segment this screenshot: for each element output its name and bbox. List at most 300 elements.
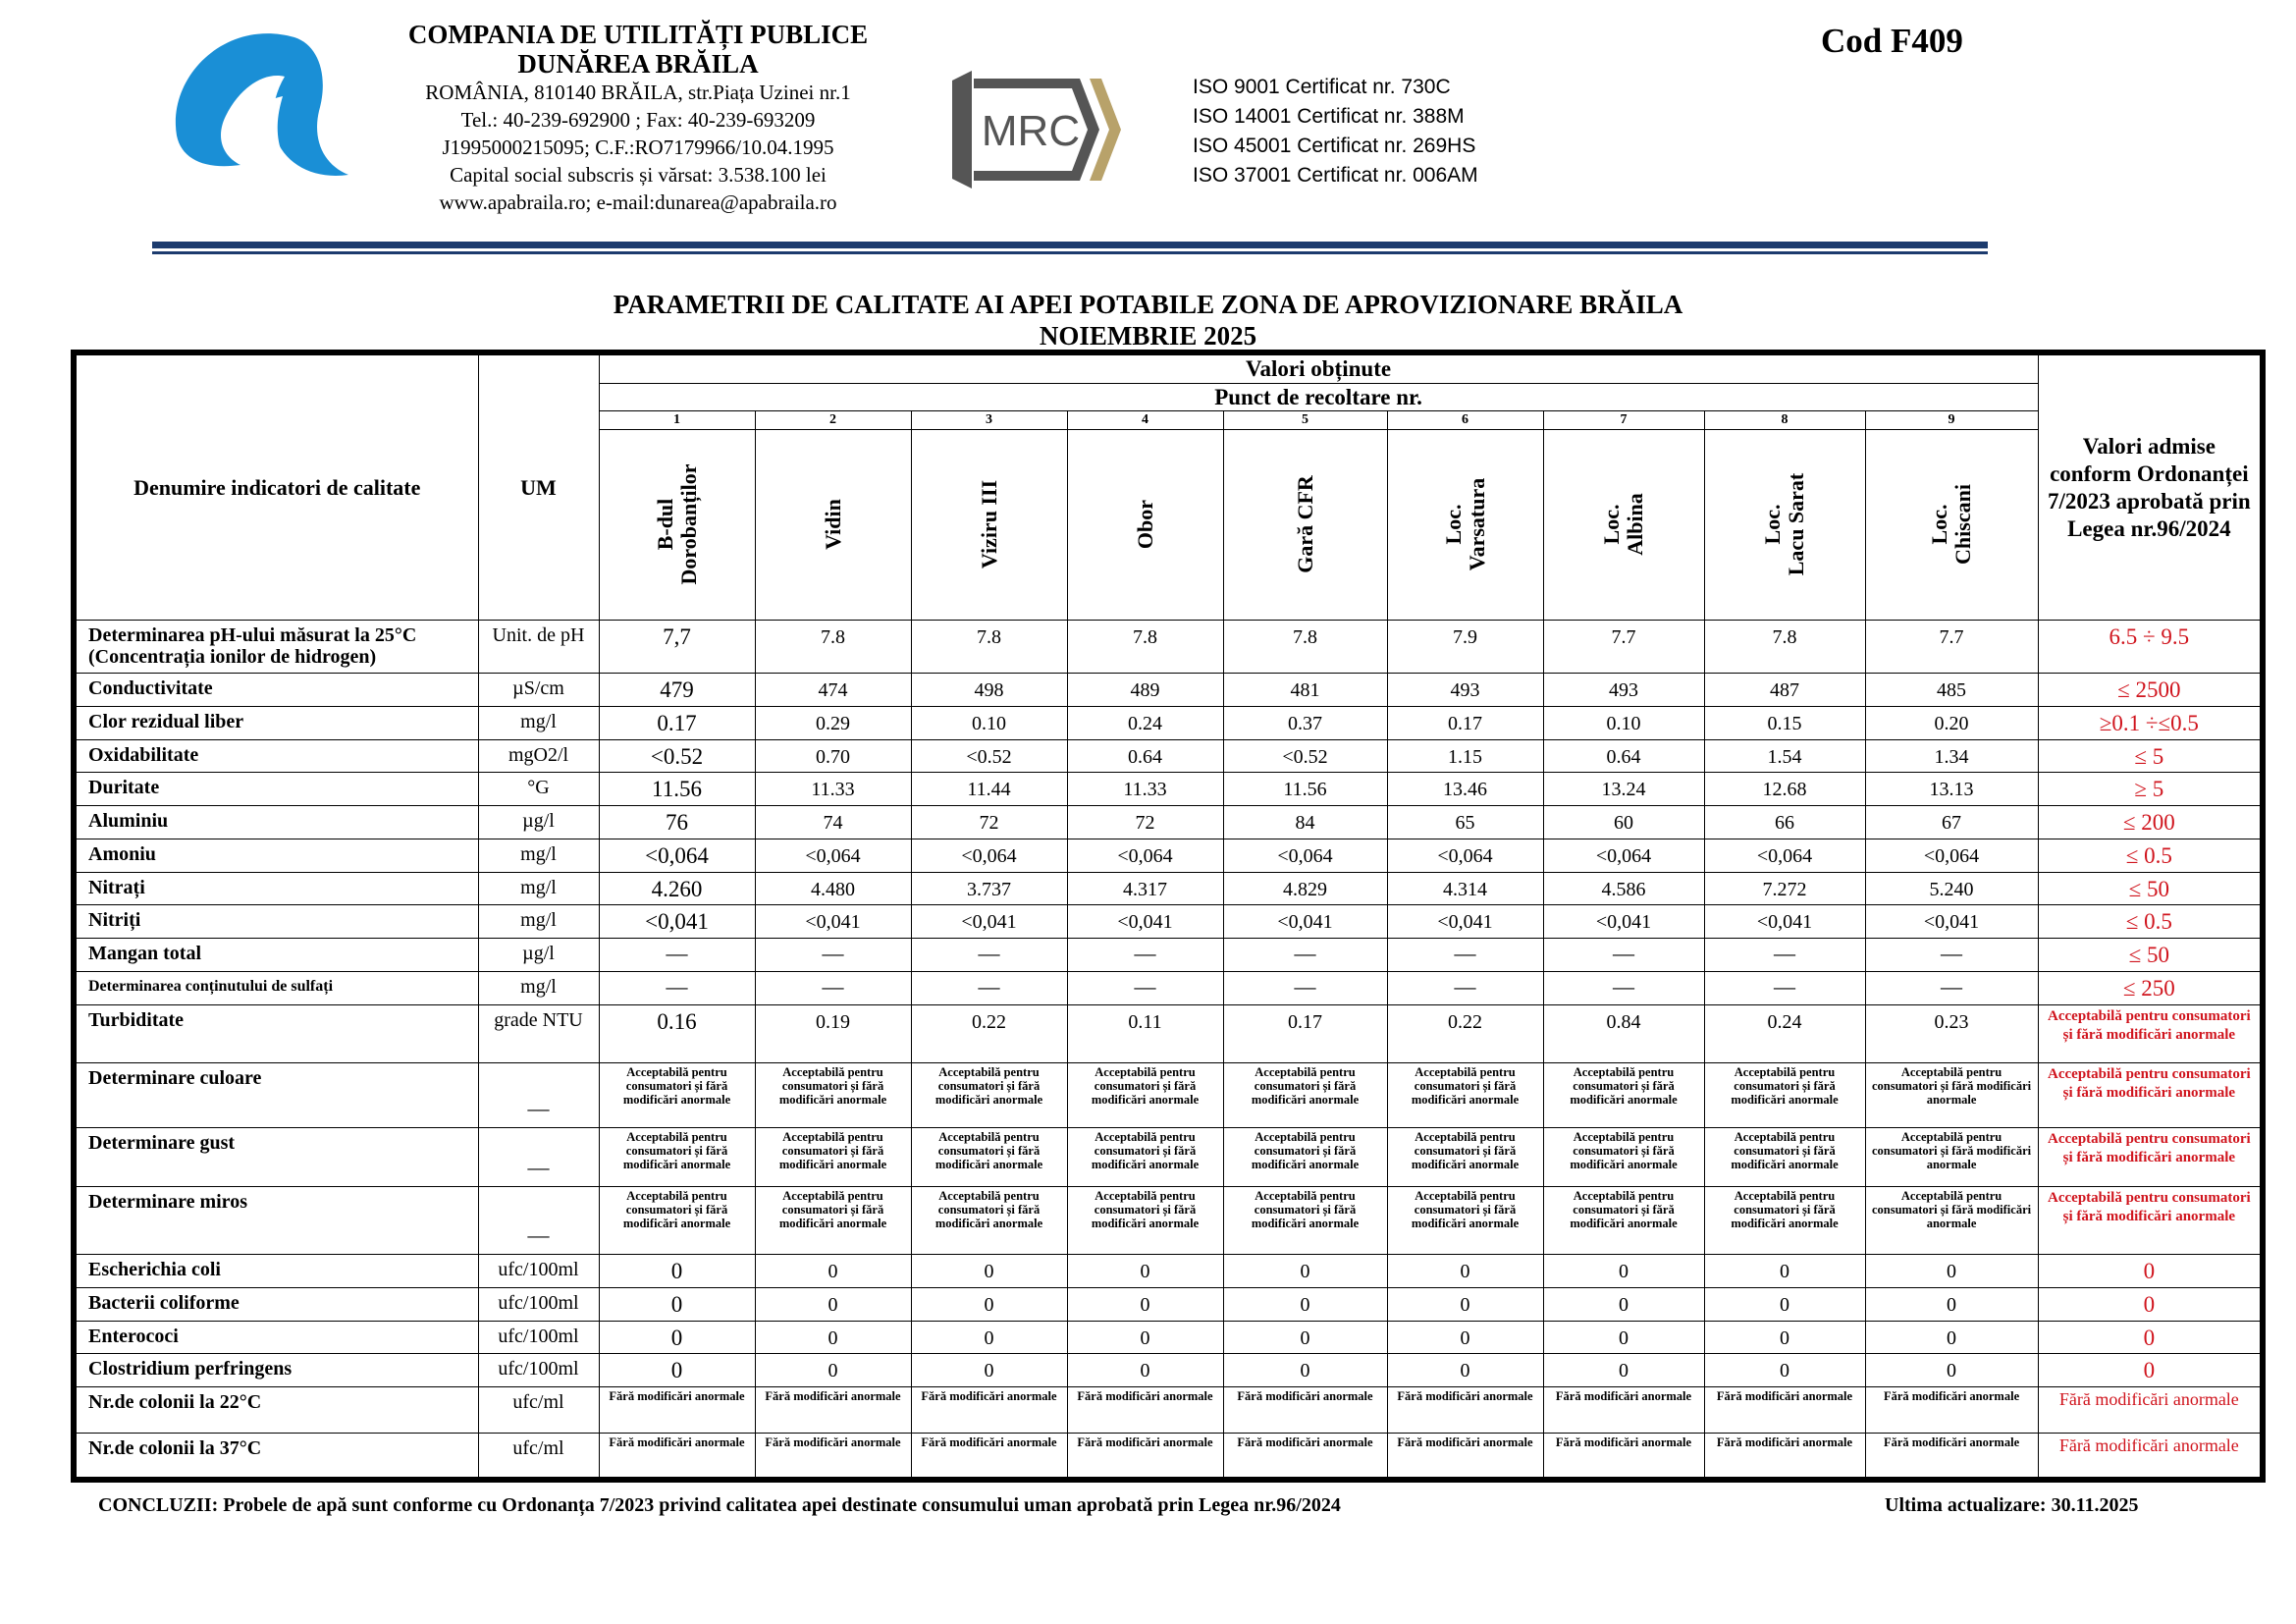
value-cell: Acceptabilă pentru consumatori și fără modificări anormale [1543,1128,1704,1186]
value-cell: 481 [1223,674,1387,707]
point-number-8: 8 [1704,411,1865,429]
param-um: µS/cm [478,674,599,707]
value-cell: 0 [1223,1255,1387,1288]
value-cell: 0.19 [755,1004,911,1062]
company-logo [147,18,353,183]
value-cell: Fără modificări anormale [1543,1434,1704,1480]
header-um: UM [478,352,599,621]
value-cell: 11.56 [599,773,755,806]
param-um: Unit. de pH [478,621,599,674]
value-cell: Fără modificări anormale [1223,1387,1387,1434]
value-cell: 0.64 [1543,739,1704,773]
param-um: mg/l [478,872,599,905]
value-cell: — [1865,939,2038,972]
value-cell: Acceptabilă pentru consumatori și fără modificări anormale [1865,1062,2038,1127]
param-um: ufc/ml [478,1387,599,1434]
value-cell: <0.52 [1223,739,1387,773]
table-row [74,1255,2263,1288]
param-um: mg/l [478,706,599,739]
company-info [363,20,913,216]
header-valori-admise: Valori admise conform Ordonanței 7/2023 aprobată prin Legea nr.96/2024 [2038,352,2263,621]
iso-certifications [1193,73,1478,190]
value-cell: 72 [911,806,1067,839]
point-number-5: 5 [1223,411,1387,429]
param-name: Mangan total [74,939,478,972]
document-title [0,289,2296,352]
value-cell: — [1704,971,1865,1004]
param-name: Amoniu [74,839,478,872]
limit-cell: 0 [2038,1255,2263,1288]
point-name-line2: Lacu Sarat [1784,473,1808,576]
value-cell: 493 [1543,674,1704,707]
mrc-logo-text: MRC [981,107,1081,155]
value-cell: 479 [599,674,755,707]
header-rule-thin [152,251,1988,254]
table-row [74,905,2263,939]
point-number-9: 9 [1865,411,2038,429]
value-cell: 7.7 [1543,621,1704,674]
value-cell: 0.23 [1865,1004,2038,1062]
param-name: Determinarea pH-ului măsurat la 25°C (Concentrația ionilor de hidrogen) [74,621,478,674]
value-cell: 0 [911,1287,1067,1321]
point-name-8 [1704,429,1865,620]
value-cell: 0.22 [1387,1004,1543,1062]
value-cell: — [1067,971,1223,1004]
value-cell: Fără modificări anormale [755,1434,911,1480]
point-name-1 [599,429,755,620]
point-name-line2: Dorobanților [675,463,701,585]
value-cell: Acceptabilă pentru consumatori și fără modificări anormale [755,1062,911,1127]
value-cell: 0.22 [911,1004,1067,1062]
param-name: Nr.de colonii la 22°C [74,1387,478,1434]
limit-cell: 0 [2038,1287,2263,1321]
value-cell: 74 [755,806,911,839]
value-cell: Acceptabilă pentru consumatori și fără modificări anormale [1067,1128,1223,1186]
point-name-line1: Vidin [820,499,845,551]
limit-cell: Fără modificări anormale [2038,1434,2263,1480]
value-cell: — [755,939,911,972]
limit-cell: ≤ 0.5 [2038,839,2263,872]
iso-45001: ISO 45001 Certificat nr. 269HS [1193,135,1476,157]
param-um: ufc/ml [478,1434,599,1480]
value-cell: 0 [1387,1354,1543,1387]
value-cell: — [599,971,755,1004]
value-cell: 7.8 [1704,621,1865,674]
value-cell: 0.10 [1543,706,1704,739]
point-name-line1: Loc. [1927,504,1952,545]
value-cell: <0,041 [1067,905,1223,939]
value-cell: Fără modificări anormale [599,1434,755,1480]
value-cell: 67 [1865,806,2038,839]
value-cell: <0,064 [1543,839,1704,872]
limit-cell: ≤ 2500 [2038,674,2263,707]
param-name: Escherichia coli [74,1255,478,1288]
value-cell: 0 [755,1321,911,1354]
value-cell: Acceptabilă pentru consumatori și fără modificări anormale [1387,1062,1543,1127]
value-cell: 0.17 [599,706,755,739]
value-cell: Fără modificări anormale [911,1387,1067,1434]
value-cell: Acceptabilă pentru consumatori și fără modificări anormale [1865,1186,2038,1255]
value-cell: <0,064 [599,839,755,872]
value-cell: 11.44 [911,773,1067,806]
value-cell: 0.29 [755,706,911,739]
value-cell: 11.56 [1223,773,1387,806]
table-row [74,1354,2263,1387]
limit-cell: ≤ 250 [2038,971,2263,1004]
point-name-line1: Loc. [1760,504,1785,545]
param-name: Nitriți [74,905,478,939]
conclusion: CONCLUZII: Probele de apă sunt conforme cu Ordonanța 7/2023 privind calitatea apei destinate consumului uman aprobată prin Legea nr.96/2024 [98,1494,1341,1516]
value-cell: Acceptabilă pentru consumatori și fără modificări anormale [1543,1062,1704,1127]
value-cell: — [911,971,1067,1004]
limit-cell: ≤ 200 [2038,806,2263,839]
param-um: mg/l [478,839,599,872]
company-capital: Capital social subscris și vărsat: 3.538.100 lei [450,163,827,187]
param-name: Clor rezidual liber [74,706,478,739]
value-cell: Acceptabilă pentru consumatori și fără modificări anormale [755,1186,911,1255]
iso-14001: ISO 14001 Certificat nr. 388M [1193,105,1465,128]
value-cell: Fără modificări anormale [1865,1434,2038,1480]
value-cell: Acceptabilă pentru consumatori și fără modificări anormale [1387,1186,1543,1255]
value-cell: <0,064 [1067,839,1223,872]
value-cell: 0.84 [1543,1004,1704,1062]
value-cell: — [1387,939,1543,972]
param-name: Clostridium perfringens [74,1354,478,1387]
limit-cell: ≤ 5 [2038,739,2263,773]
title-line-1: PARAMETRII DE CALITATE AI APEI POTABILE ZONA DE APROVIZIONARE BRĂILA [613,290,1683,319]
value-cell: Fără modificări anormale [1387,1387,1543,1434]
value-cell: — [1067,939,1223,972]
limit-cell: ≤ 50 [2038,939,2263,972]
value-cell: 4.314 [1387,872,1543,905]
value-cell: <0,041 [755,905,911,939]
table-row [74,839,2263,872]
value-cell: Acceptabilă pentru consumatori și fără modificări anormale [1704,1186,1865,1255]
table-row [74,706,2263,739]
point-name-3 [911,429,1067,620]
value-cell: 0.37 [1223,706,1387,739]
point-name-line2: Chiscani [1950,484,1976,566]
point-name-line1: Gară CFR [1292,475,1317,574]
value-cell: <0,064 [755,839,911,872]
param-um: mg/l [478,905,599,939]
value-cell: 5.240 [1865,872,2038,905]
value-cell: Fără modificări anormale [1543,1387,1704,1434]
value-cell: Fără modificări anormale [1865,1387,2038,1434]
value-cell: 0 [755,1354,911,1387]
value-cell: <0.52 [599,739,755,773]
limit-cell: Acceptabilă pentru consumatori și fără modificări anormale [2038,1186,2263,1255]
value-cell: Acceptabilă pentru consumatori și fără modificări anormale [1387,1128,1543,1186]
value-cell: 7.7 [1865,621,2038,674]
value-cell: Acceptabilă pentru consumatori și fără modificări anormale [911,1128,1067,1186]
limit-cell: 0 [2038,1321,2263,1354]
value-cell: 72 [1067,806,1223,839]
point-name-4 [1067,429,1223,620]
value-cell: 0 [1543,1354,1704,1387]
value-cell: 0 [755,1287,911,1321]
param-um: — [478,1128,599,1186]
value-cell: 0 [1543,1287,1704,1321]
value-cell: Acceptabilă pentru consumatori și fără modificări anormale [1543,1186,1704,1255]
value-cell: 0 [1865,1354,2038,1387]
company-registration: J1995000215095; C.F.:RO7179966/10.04.1995 [442,135,834,159]
value-cell: 60 [1543,806,1704,839]
value-cell: — [1223,939,1387,972]
point-name-line2: Albina [1623,493,1647,557]
value-cell: 13.13 [1865,773,2038,806]
value-cell: Fără modificări anormale [1067,1387,1223,1434]
value-cell: 7.9 [1387,621,1543,674]
param-name: Nitrați [74,872,478,905]
value-cell: 7.8 [755,621,911,674]
value-cell: 474 [755,674,911,707]
value-cell: 0.70 [755,739,911,773]
value-cell: Acceptabilă pentru consumatori și fără modificări anormale [1067,1186,1223,1255]
value-cell: <0,064 [1865,839,2038,872]
value-cell: 0 [599,1255,755,1288]
company-web-email: www.apabraila.ro; e-mail:dunarea@apabraila.ro [439,190,837,214]
param-um: — [478,1186,599,1255]
value-cell: 3.737 [911,872,1067,905]
limit-cell: Acceptabilă pentru consumatori și fără modificări anormale [2038,1062,2263,1127]
value-cell: 0.17 [1387,706,1543,739]
param-um: mg/l [478,971,599,1004]
value-cell: — [1543,939,1704,972]
point-number-6: 6 [1387,411,1543,429]
value-cell: Acceptabilă pentru consumatori și fără modificări anormale [1223,1186,1387,1255]
value-cell: <0,041 [911,905,1067,939]
value-cell: 7.8 [1067,621,1223,674]
value-cell: 485 [1865,674,2038,707]
table-row [74,872,2263,905]
value-cell: 0 [1387,1321,1543,1354]
param-um: grade NTU [478,1004,599,1062]
value-cell: Fără modificări anormale [1223,1434,1387,1480]
point-name-2 [755,429,911,620]
value-cell: — [1704,939,1865,972]
value-cell: 0 [1543,1321,1704,1354]
header-param: Denumire indicatori de calitate [74,352,478,621]
value-cell: <0,064 [1704,839,1865,872]
value-cell: <0,064 [911,839,1067,872]
value-cell: 0 [1067,1321,1223,1354]
table-row [74,939,2263,972]
param-um: °G [478,773,599,806]
value-cell: 0 [599,1321,755,1354]
table-row [74,1434,2263,1480]
value-cell: 0 [1704,1255,1865,1288]
value-cell: <0,041 [1865,905,2038,939]
limit-cell: Acceptabilă pentru consumatori și fără modificări anormale [2038,1128,2263,1186]
value-cell: <0,041 [599,905,755,939]
value-cell: — [911,939,1067,972]
param-name: Determinarea conținutului de sulfați [74,971,478,1004]
value-cell: 65 [1387,806,1543,839]
header-rule [152,242,1988,248]
table-row [74,806,2263,839]
table-row [74,1321,2263,1354]
limit-cell: ≤ 0.5 [2038,905,2263,939]
value-cell: 13.24 [1543,773,1704,806]
table-row [74,971,2263,1004]
value-cell: 4.260 [599,872,755,905]
value-cell: Acceptabilă pentru consumatori și fără modificări anormale [755,1128,911,1186]
param-um: ufc/100ml [478,1321,599,1354]
value-cell: Fără modificări anormale [911,1434,1067,1480]
value-cell: 4.480 [755,872,911,905]
value-cell: 0.11 [1067,1004,1223,1062]
value-cell: 0 [1543,1255,1704,1288]
value-cell: 0 [911,1354,1067,1387]
value-cell: 0 [1387,1287,1543,1321]
value-cell: 13.46 [1387,773,1543,806]
point-name-5 [1223,429,1387,620]
value-cell: 487 [1704,674,1865,707]
value-cell: — [1865,971,2038,1004]
value-cell: 0 [1067,1354,1223,1387]
param-name: Duritate [74,773,478,806]
value-cell: 0 [1223,1354,1387,1387]
param-name: Conductivitate [74,674,478,707]
value-cell: <0,064 [1387,839,1543,872]
value-cell: Fără modificări anormale [1387,1434,1543,1480]
value-cell: 0 [599,1287,755,1321]
value-cell: 12.68 [1704,773,1865,806]
table-row [74,674,2263,707]
limit-cell: Acceptabilă pentru consumatori și fără modificări anormale [2038,1004,2263,1062]
table-row [74,773,2263,806]
value-cell: 1.54 [1704,739,1865,773]
value-cell: 0.17 [1223,1004,1387,1062]
param-name: Oxidabilitate [74,739,478,773]
param-name: Aluminiu [74,806,478,839]
value-cell: <0,064 [1223,839,1387,872]
value-cell: <0,041 [1704,905,1865,939]
param-name: Enterococi [74,1321,478,1354]
value-cell: <0,041 [1387,905,1543,939]
value-cell: Acceptabilă pentru consumatori și fără modificări anormale [599,1186,755,1255]
value-cell: — [599,939,755,972]
value-cell: 0.24 [1704,1004,1865,1062]
value-cell: 11.33 [755,773,911,806]
point-number-4: 4 [1067,411,1223,429]
value-cell: 0 [1223,1321,1387,1354]
param-name: Bacterii coliforme [74,1287,478,1321]
last-update: Ultima actualizare: 30.11.2025 [1885,1494,2139,1516]
value-cell: <0,041 [1543,905,1704,939]
value-cell: Acceptabilă pentru consumatori și fără modificări anormale [599,1128,755,1186]
value-cell: 0.15 [1704,706,1865,739]
param-name: Determinare miros [74,1186,478,1255]
value-cell: — [1387,971,1543,1004]
param-name: Nr.de colonii la 37°C [74,1434,478,1480]
value-cell: 0 [1223,1287,1387,1321]
value-cell: 0.16 [599,1004,755,1062]
value-cell: 7,7 [599,621,755,674]
company-phone-fax: Tel.: 40-239-692900 ; Fax: 40-239-693209 [460,108,816,132]
table-row [74,1287,2263,1321]
param-um: µg/l [478,939,599,972]
param-um: mgO2/l [478,739,599,773]
param-um: ufc/100ml [478,1287,599,1321]
value-cell: 0 [1704,1354,1865,1387]
value-cell: — [1223,971,1387,1004]
point-name-line1: Loc. [1599,504,1624,545]
value-cell: 0 [1865,1321,2038,1354]
company-name-2: DUNĂREA BRĂILA [517,49,759,79]
point-number-3: 3 [911,411,1067,429]
value-cell: 0 [599,1354,755,1387]
value-cell: 84 [1223,806,1387,839]
value-cell: 4.586 [1543,872,1704,905]
company-address: ROMÂNIA, 810140 BRĂILA, str.Piața Uzinei nr.1 [425,81,851,104]
point-number-7: 7 [1543,411,1704,429]
table-row [74,1004,2263,1062]
value-cell: 7.8 [911,621,1067,674]
limit-cell: 0 [2038,1354,2263,1387]
value-cell: 0 [1704,1321,1865,1354]
param-um: µg/l [478,806,599,839]
param-name: Determinare gust [74,1128,478,1186]
value-cell: 0.24 [1067,706,1223,739]
table-row [74,621,2263,674]
value-cell: 493 [1387,674,1543,707]
value-cell: — [755,971,911,1004]
param-um: ufc/100ml [478,1354,599,1387]
param-um: — [478,1062,599,1127]
point-name-line1: Loc. [1440,504,1466,545]
value-cell: Acceptabilă pentru consumatori și fără modificări anormale [1067,1062,1223,1127]
point-name-line1: B-dul [652,499,677,551]
param-um: ufc/100ml [478,1255,599,1288]
value-cell: 0 [911,1321,1067,1354]
table-row [74,1128,2263,1186]
value-cell: 0.20 [1865,706,2038,739]
limit-cell: ≤ 50 [2038,872,2263,905]
form-code: Cod F409 [1821,22,1963,60]
header-valori-obtinute: Valori obținute [599,352,2038,383]
value-cell: Acceptabilă pentru consumatori și fără modificări anormale [1223,1062,1387,1127]
value-cell: 11.33 [1067,773,1223,806]
value-cell: Acceptabilă pentru consumatori și fără modificări anormale [911,1186,1067,1255]
limit-cell: Fără modificări anormale [2038,1387,2263,1434]
quality-parameters-table [71,350,2266,1483]
value-cell: <0.52 [911,739,1067,773]
value-cell: Fără modificări anormale [599,1387,755,1434]
value-cell: 0 [1067,1287,1223,1321]
value-cell: Fără modificări anormale [755,1387,911,1434]
param-name: Turbiditate [74,1004,478,1062]
value-cell: 0 [1387,1255,1543,1288]
param-name: Determinare culoare [74,1062,478,1127]
iso-37001: ISO 37001 Certificat nr. 006AM [1193,164,1478,187]
value-cell: 4.317 [1067,872,1223,905]
value-cell: 0 [911,1255,1067,1288]
value-cell: 1.15 [1387,739,1543,773]
limit-cell: ≥0.1 ÷≤0.5 [2038,706,2263,739]
value-cell: Acceptabilă pentru consumatori și fără modificări anormale [911,1062,1067,1127]
company-name-1: COMPANIA DE UTILITĂȚI PUBLICE [407,20,869,49]
point-name-line1: Obor [1132,500,1157,550]
table-row [74,1186,2263,1255]
point-name-line2: Varsatura [1464,478,1489,571]
point-name-line1: Viziru III [976,480,1001,569]
limit-cell: ≥ 5 [2038,773,2263,806]
value-cell: 66 [1704,806,1865,839]
value-cell: 498 [911,674,1067,707]
table-row [74,1387,2263,1434]
